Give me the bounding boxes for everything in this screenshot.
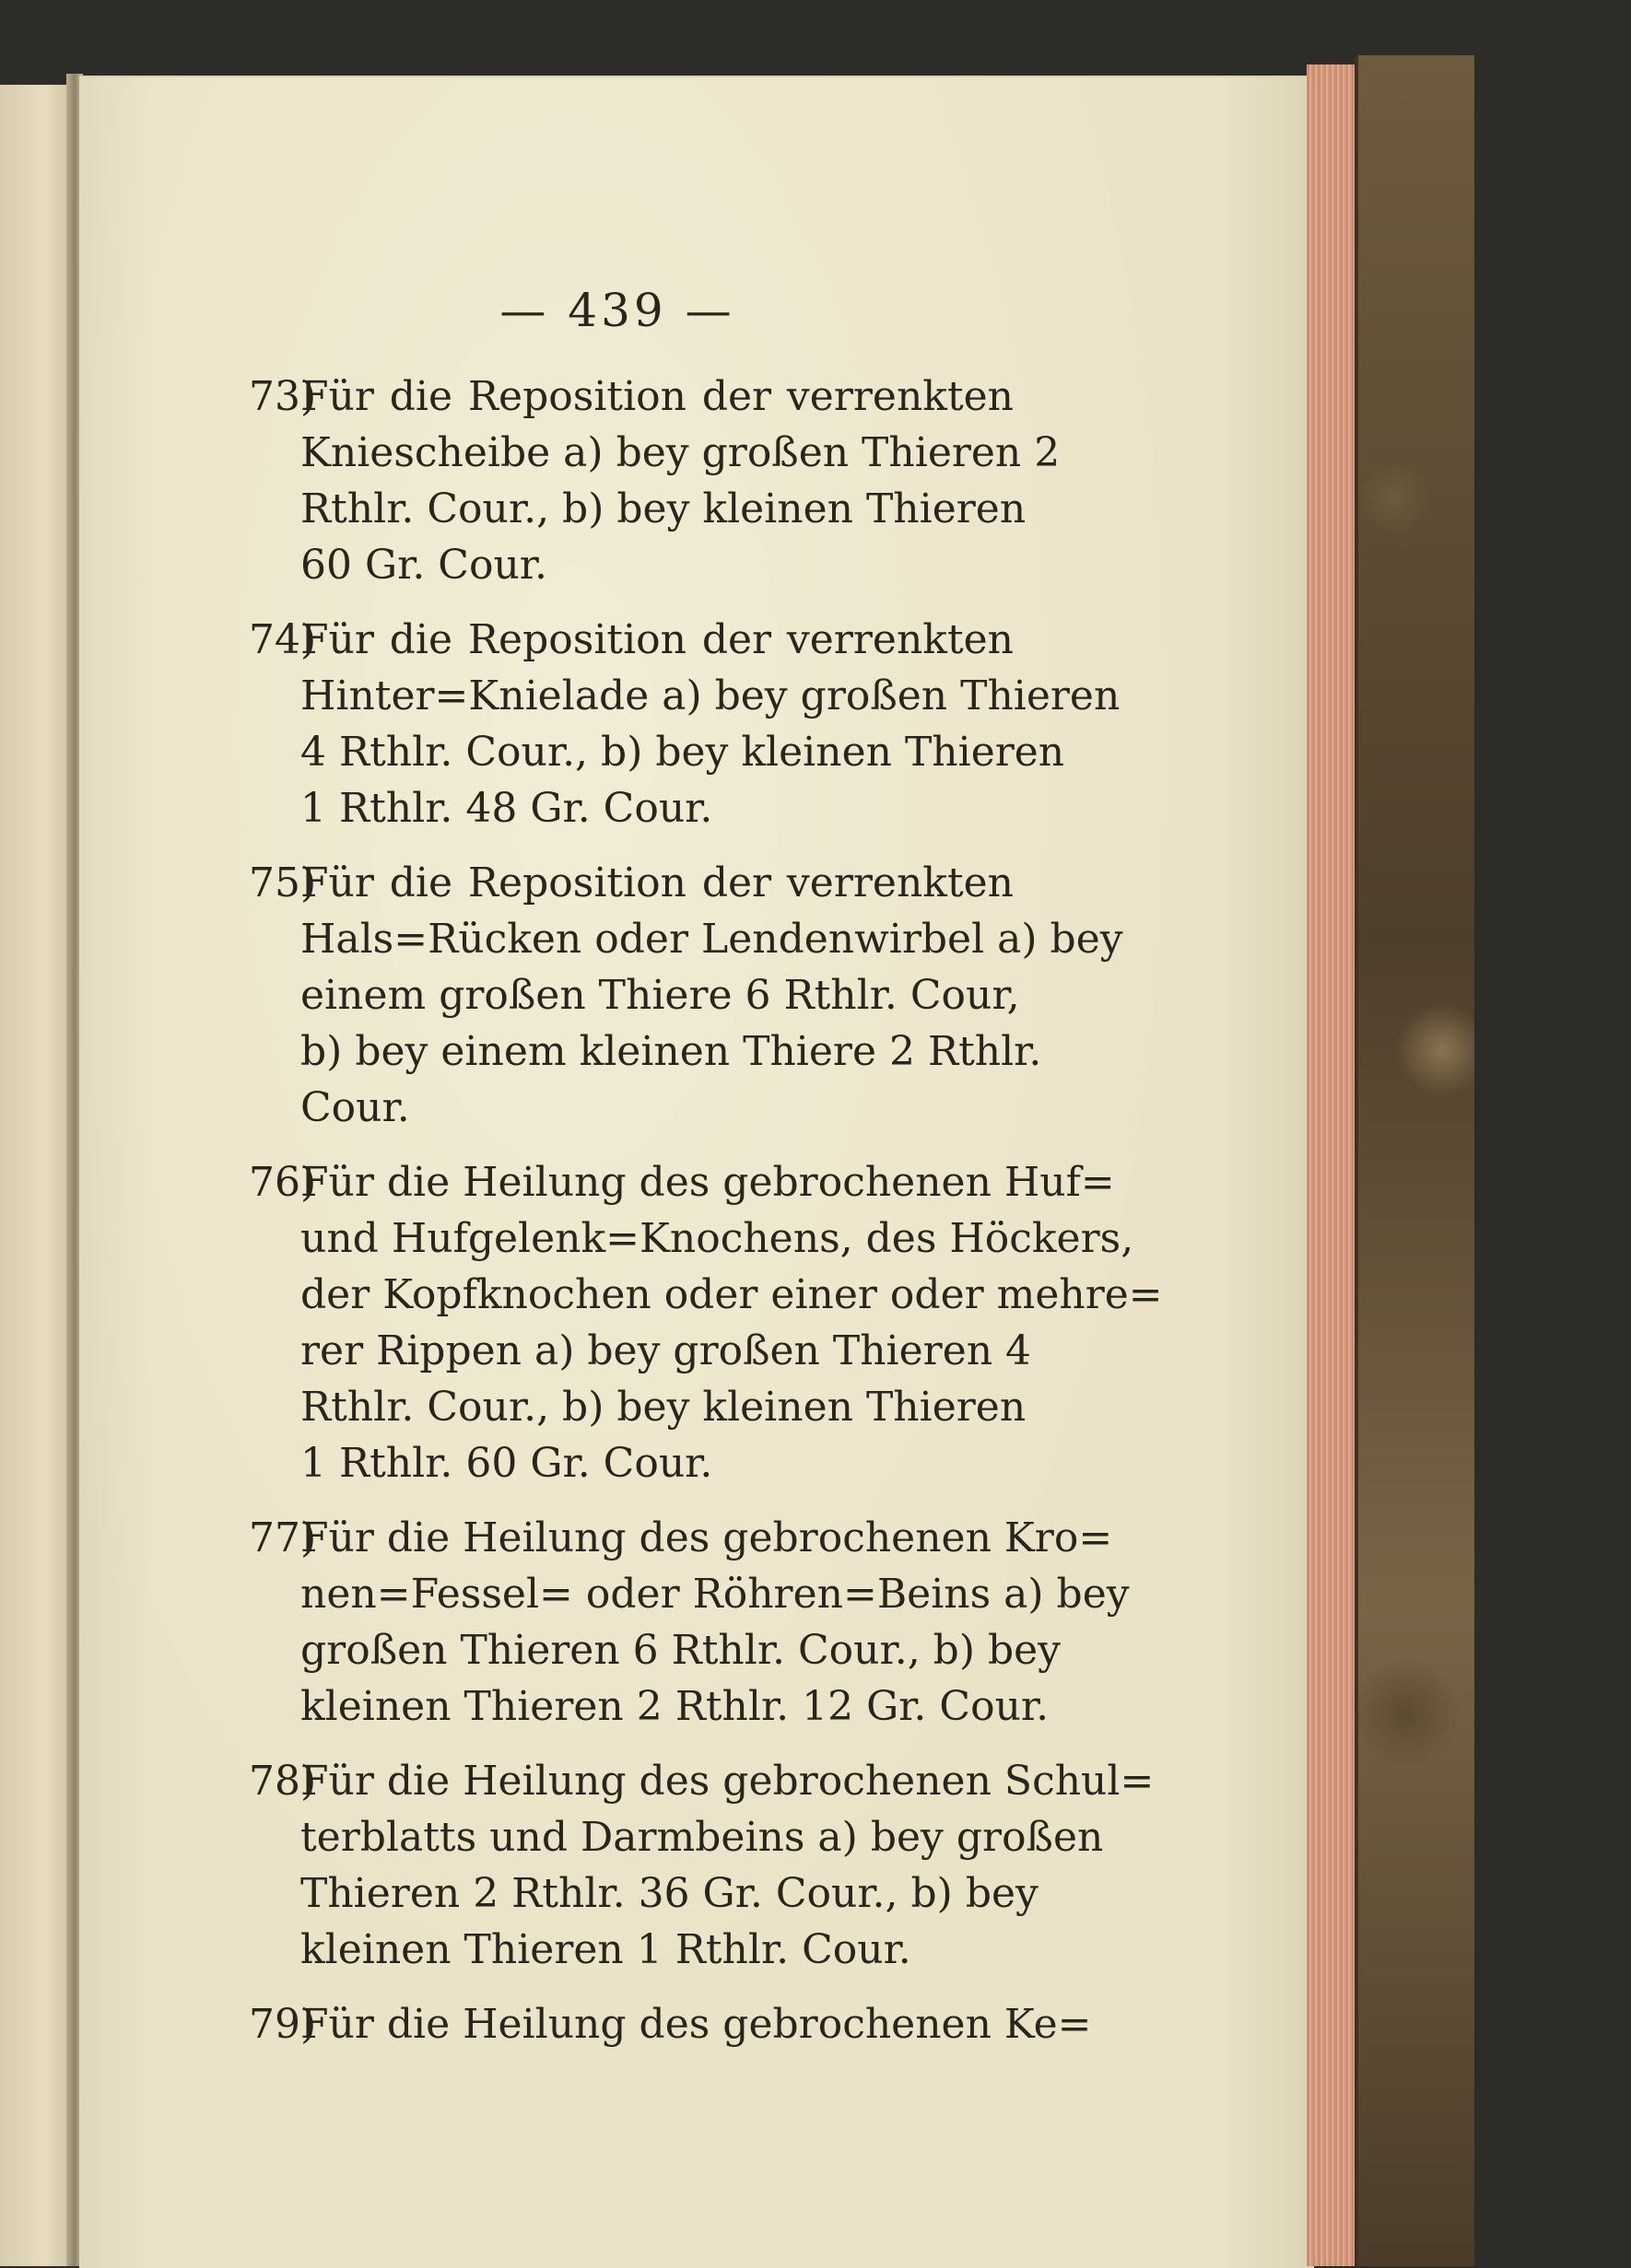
entry-number: 79) xyxy=(249,2001,317,2048)
page-fore-edge xyxy=(1307,64,1362,2266)
entry-77 xyxy=(249,1510,1130,1735)
entry-list xyxy=(249,368,1163,2071)
entry-line: Kniescheibe a) bey großen Thieren 2 xyxy=(300,429,1061,476)
entry-number: 76) xyxy=(249,1159,317,1206)
entry-line: kleinen Thieren 2 Rthlr. 12 Gr. Cour. xyxy=(300,1683,1050,1730)
entry-line: Für die Heilung des gebrochenen Kro= xyxy=(300,1514,1113,1561)
entry-75 xyxy=(249,855,1123,1136)
entry-line: 1 Rthlr. 48 Gr. Cour. xyxy=(300,785,713,832)
entry-line: 60 Gr. Cour. xyxy=(300,542,547,589)
entry-line: Für die Reposition der verrenkten xyxy=(300,616,1014,663)
entry-line: großen Thieren 6 Rthlr. Cour., b) bey xyxy=(300,1627,1062,1674)
entry-73 xyxy=(249,368,1061,593)
entry-line: Hals=Rücken oder Lendenwirbel a) bey xyxy=(300,916,1123,963)
entry-line: 4 Rthlr. Cour., b) bey kleinen Thieren xyxy=(300,729,1065,776)
entry-number: 75) xyxy=(249,859,317,906)
entry-line: einem großen Thiere 6 Rthlr. Cour, xyxy=(300,972,1020,1019)
entry-78 xyxy=(249,1753,1155,1978)
entry-number: 74) xyxy=(249,616,317,663)
entry-line: Rthlr. Cour., b) bey kleinen Thieren xyxy=(300,1384,1027,1431)
entry-line: Für die Reposition der verrenkten xyxy=(300,859,1014,906)
entry-line: Für die Heilung des gebrochenen Ke= xyxy=(300,2001,1092,2048)
entry-76 xyxy=(249,1154,1163,1491)
entry-number: 78) xyxy=(249,1758,317,1805)
entry-line: Rthlr. Cour., b) bey kleinen Thieren xyxy=(300,485,1027,532)
entry-number: 73) xyxy=(249,373,317,420)
cover-shadow xyxy=(1474,55,1631,2266)
entry-line: und Hufgelenk=Knochens, des Höckers, xyxy=(300,1215,1134,1262)
entry-line: Thieren 2 Rthlr. 36 Gr. Cour., b) bey xyxy=(300,1870,1038,1917)
entry-line: kleinen Thieren 1 Rthlr. Cour. xyxy=(300,1926,911,1973)
entry-line: Für die Heilung des gebrochenen Schul= xyxy=(300,1758,1155,1805)
entry-line: terblatts und Darmbeins a) bey großen xyxy=(300,1814,1104,1861)
entry-line: der Kopfknochen oder einer oder mehre= xyxy=(300,1271,1163,1318)
entry-line: b) bey einem kleinen Thiere 2 Rthlr. xyxy=(300,1028,1042,1075)
entry-line: Für die Reposition der verrenkten xyxy=(300,373,1014,420)
entry-line: Hinter=Knielade a) bey großen Thieren xyxy=(300,672,1121,719)
entry-line: 1 Rthlr. 60 Gr. Cour. xyxy=(300,1440,713,1487)
entry-number: 77) xyxy=(249,1514,317,1561)
entry-line: rer Rippen a) bey großen Thieren 4 xyxy=(300,1327,1032,1374)
entry-79 xyxy=(249,1996,1092,2052)
entry-line: Cour. xyxy=(300,1084,410,1131)
page-number: — 439 — xyxy=(499,284,735,337)
marbled-cover xyxy=(1355,55,1478,2266)
entry-line: nen=Fessel= oder Röhren=Beins a) bey xyxy=(300,1571,1130,1618)
left-page-edge xyxy=(0,85,74,2266)
entry-line: Für die Heilung des gebrochenen Huf= xyxy=(300,1159,1115,1206)
entry-74 xyxy=(249,612,1121,836)
